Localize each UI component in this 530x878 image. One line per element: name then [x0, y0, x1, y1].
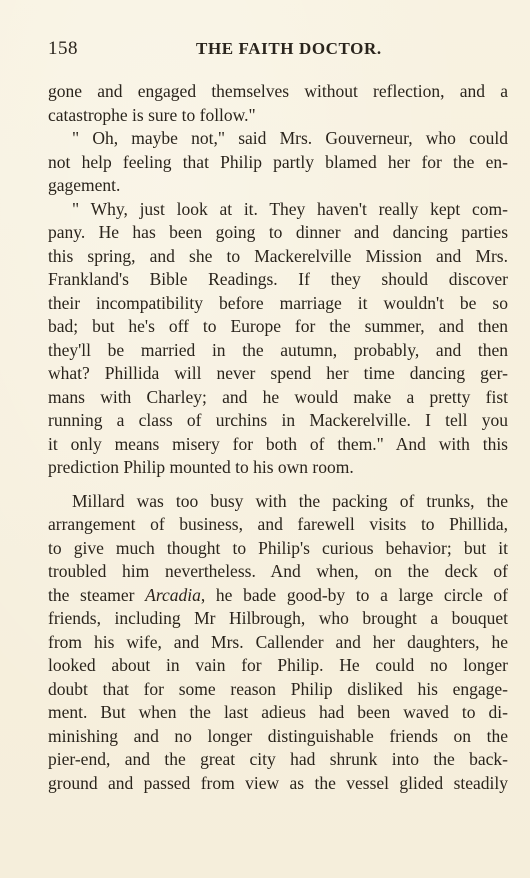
- text-line: this spring, and she to Mackerelville Mission and Mrs.: [48, 245, 508, 266]
- text-line: prediction Philip mounted to his own room.: [48, 457, 354, 477]
- text-line: minishing and no longer distinguishable friends on the: [48, 725, 508, 746]
- page-number: 158: [48, 38, 78, 59]
- text-line: their incompatibility before marriage it wouldn't be so: [48, 292, 508, 313]
- text-line: pany. He has been going to dinner and dancing parties: [48, 222, 508, 242]
- paragraph-3: [48, 198, 508, 480]
- page-body: [48, 80, 508, 795]
- text-line: gone and engaged themselves without reflection, and a: [48, 81, 508, 101]
- text-line: Frankland's Bible Readings. If they should discover: [48, 269, 508, 289]
- paragraph-1: [48, 80, 508, 127]
- text-line: looked about in vain for Philip. He could no longer: [48, 655, 508, 675]
- text-line: arrangement of business, and farewell visits to Phillida,: [48, 514, 508, 534]
- paragraph-4: [48, 490, 508, 796]
- text-line: doubt that for some reason Philip disliked his engage-: [48, 678, 508, 699]
- text-line: bad; but he's off to Europe for the summer, and then: [48, 316, 508, 336]
- page-header: [48, 38, 500, 64]
- text-line: " Oh, maybe not," said Mrs. Gouverneur, who could: [72, 128, 508, 148]
- text-line: friends, including Mr Hilbrough, who brought a bouquet: [48, 608, 508, 628]
- text-line: what? Phillida will never spend her time dancing ger-: [48, 363, 508, 383]
- ship-line-suffix: , he bade good-by to a large circle of: [200, 584, 508, 605]
- ship-name: Arcadia: [145, 584, 201, 605]
- text-line: [48, 584, 508, 608]
- text-line: troubled him nevertheless. And when, on the deck of: [48, 561, 508, 581]
- text-line: it only means misery for both of them." And with this: [48, 433, 508, 454]
- text-line: to give much thought to Philip's curious behavior; but it: [48, 537, 508, 558]
- text-line: gagement.: [48, 175, 121, 195]
- running-title: THE FAITH DOCTOR.: [196, 39, 382, 58]
- text-line: running a class of urchins in Mackerelville. I tell you: [48, 410, 508, 430]
- text-line: catastrophe is sure to follow.": [48, 104, 256, 125]
- text-line: ment. But when the last adieus had been waved to di-: [48, 702, 508, 722]
- text-line: Millard was too busy with the packing of trunks, the: [72, 490, 508, 511]
- text-line: " Why, just look at it. They haven't really kept com-: [72, 198, 508, 219]
- text-line: pier-end, and the great city had shrunk into the back-: [48, 749, 508, 769]
- paragraph-2: [48, 127, 508, 198]
- text-line: mans with Charley; and he would make a pretty fist: [48, 386, 508, 407]
- text-line: ground and passed from view as the vessel glided steadily: [48, 772, 508, 793]
- text-line: they'll be married in the autumn, probably, and then: [48, 339, 508, 360]
- text-line: from his wife, and Mrs. Callender and her daughters, he: [48, 631, 508, 652]
- ship-line-prefix: the steamer: [48, 584, 146, 605]
- text-line: not help feeling that Philip partly blamed her for the en-: [48, 151, 508, 172]
